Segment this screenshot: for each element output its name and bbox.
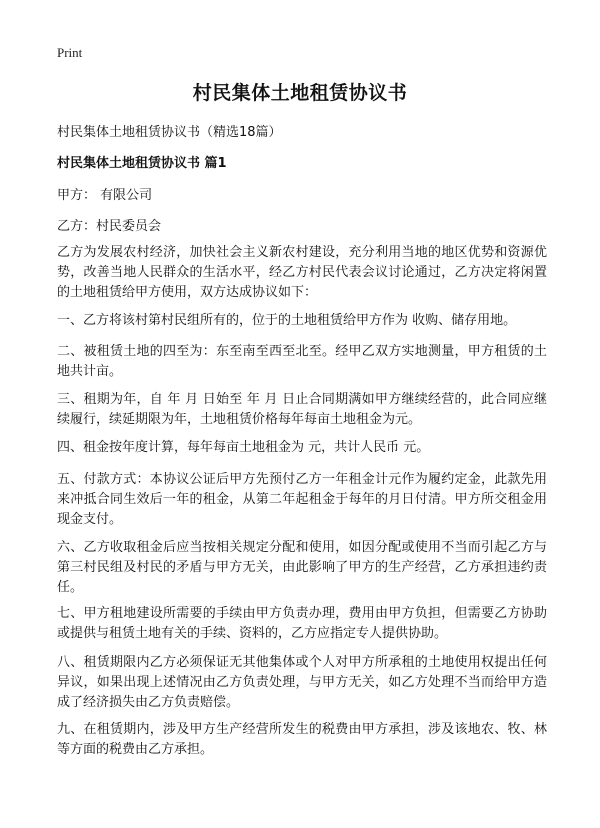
clause-2: 二、被租赁土地的四至为：东至南至西至北至。经甲乙双方实地测量，甲方租赁的土地共计亩。 [57,344,547,379]
clause-9: 九、在租赁期内，涉及甲方生产经营所发生的税费由甲方承担，涉及该地农、牧、林等方面的税费由乙方承担。 [57,722,547,757]
print-link[interactable]: Print [57,45,83,60]
document-subtitle: 村民集体土地租赁协议书（精选18篇） [57,125,282,140]
clause-1: 一、乙方将该村第村民组所有的，位于的土地租赁给甲方作为 收购、储存用地。 [57,313,517,328]
clause-4: 四、租金按年度计算，每年每亩土地租金为 元，共计人民币 元。 [57,440,430,455]
clause-5: 五、付款方式：本协议公证后甲方先预付乙方一年租金计元作为履约定金，此款先用来冲抵合同生效后一年的租金，从第二年起租金于每年的月日付清。甲方所交租金用现金支付。 [57,472,547,527]
party-b: 乙方：村民委员会 [57,219,162,234]
clause-3: 三、租期为年，自 年 月 日始至 年 月 日止合同期满如甲方继续经营的，此合同应继续履行，续延期限为年，土地租赁价格每年每亩土地租金为元。 [57,392,547,427]
clause-7: 七、甲方租地建设所需要的手续由甲方负责办理，费用由甲方负担，但需要乙方协助或提供与租赁土地有关的手续、资料的，乙方应指定专人提供协助。 [57,606,547,641]
clause-8: 八、租赁期限内乙方必须保证无其他集体或个人对甲方所承租的土地使用权提出任何异议，如果出现上述情况由乙方负责处理，与甲方无关，如乙方处理不当而给甲方造成了经济损失由乙方负责赔偿。 [57,655,547,710]
intro-paragraph: 乙方为发展农村经济，加快社会主义新农村建设，充分利用当地的地区优势和资源优势，改善当地人民群众的生活水平，经乙方村民代表会议讨论通过，乙方决定将闲置的土地租赁给甲方使用，双方达成协议如下： [57,245,547,300]
party-a: 甲方： 有限公司 [57,188,153,203]
clause-6: 六、乙方收取租金后应当按相关规定分配和使用，如因分配或使用不当而引起乙方与第三村民组及村民的矛盾与甲方无关，由此影响了甲方的生产经营，乙方承担违约责任。 [57,540,547,595]
section-heading: 村民集体土地租赁协议书 篇1 [57,156,227,171]
document-title: 村民集体土地租赁协议书 [192,82,408,104]
